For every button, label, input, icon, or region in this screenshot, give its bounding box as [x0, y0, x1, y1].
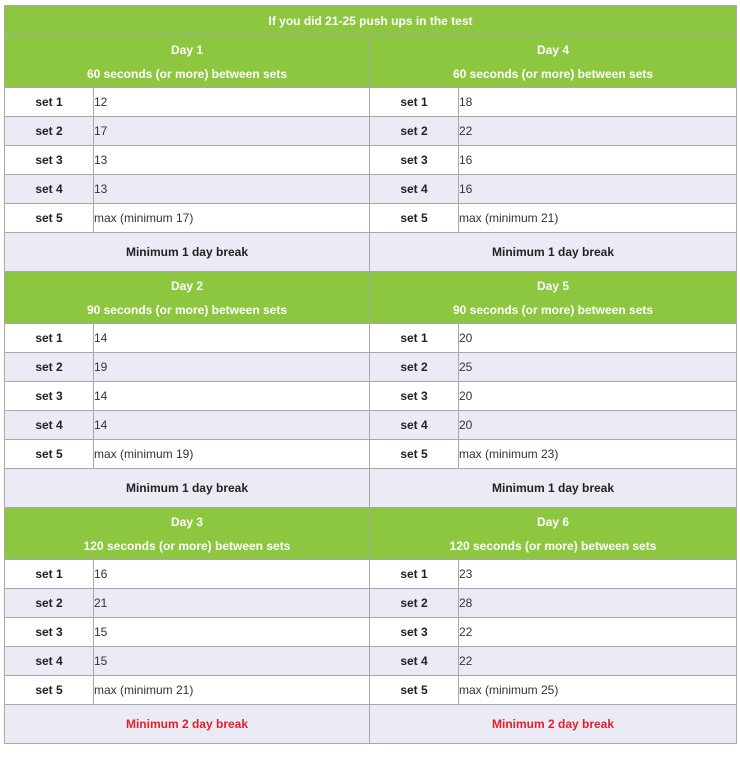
set-label: set 2: [370, 353, 459, 382]
set-label: set 3: [370, 146, 459, 175]
day-header-row: [5, 272, 737, 324]
break-row: [5, 469, 737, 508]
set-reps: 17: [94, 117, 370, 146]
set-row: [5, 618, 737, 647]
rest-time: 60 seconds (or more) between sets: [86, 66, 288, 81]
set-label: set 4: [370, 411, 459, 440]
set-reps: 20: [459, 324, 737, 353]
break-row: [5, 233, 737, 272]
set-label: set 3: [5, 382, 94, 411]
day-title: Day 3: [170, 514, 204, 529]
set-reps: max (minimum 21): [459, 204, 737, 233]
set-row: [5, 676, 737, 705]
title-row: [5, 6, 737, 36]
set-row: [5, 117, 737, 146]
set-reps: 16: [459, 146, 737, 175]
break-note-highlight: Minimum 2 day break: [5, 705, 370, 744]
set-label: set 4: [5, 411, 94, 440]
set-reps: 14: [94, 411, 370, 440]
day-header-row: [5, 508, 737, 560]
day-header-left: [5, 272, 370, 324]
set-label: set 2: [370, 117, 459, 146]
day-title: Day 6: [537, 514, 570, 529]
set-label: set 2: [5, 117, 94, 146]
day-title: Day 1: [170, 42, 204, 57]
set-label: set 2: [370, 589, 459, 618]
set-reps: max (minimum 17): [94, 204, 370, 233]
day-title: Day 5: [537, 278, 570, 293]
set-row: [5, 175, 737, 204]
set-row: [5, 382, 737, 411]
set-label: set 3: [5, 618, 94, 647]
day-header-right: [370, 36, 737, 88]
set-reps: 13: [94, 146, 370, 175]
set-reps: 21: [94, 589, 370, 618]
set-reps: 14: [94, 382, 370, 411]
set-row: [5, 440, 737, 469]
set-label: set 1: [370, 560, 459, 589]
rest-time: 60 seconds (or more) between sets: [452, 66, 654, 81]
set-label: set 5: [370, 676, 459, 705]
set-reps: max (minimum 23): [459, 440, 737, 469]
day-title: Day 4: [537, 42, 570, 57]
set-label: set 1: [370, 88, 459, 117]
day-title: Day 2: [170, 278, 204, 293]
set-label: set 2: [5, 353, 94, 382]
set-label: set 5: [370, 440, 459, 469]
set-label: set 1: [5, 324, 94, 353]
set-reps: 22: [459, 618, 737, 647]
set-label: set 5: [5, 676, 94, 705]
set-row: [5, 353, 737, 382]
set-row: [5, 146, 737, 175]
rest-time: 120 seconds (or more) between sets: [83, 538, 291, 553]
day-header-left: [5, 508, 370, 560]
set-row: [5, 411, 737, 440]
set-label: set 4: [370, 175, 459, 204]
break-note: Minimum 1 day break: [5, 233, 370, 272]
break-note: Minimum 1 day break: [370, 469, 737, 508]
set-reps: 13: [94, 175, 370, 204]
set-label: set 4: [5, 647, 94, 676]
set-reps: 16: [94, 560, 370, 589]
set-reps: max (minimum 25): [459, 676, 737, 705]
set-reps: 18: [459, 88, 737, 117]
set-label: set 1: [370, 324, 459, 353]
break-note-highlight: Minimum 2 day break: [370, 705, 737, 744]
day-header-row: [5, 36, 737, 88]
set-label: set 5: [370, 204, 459, 233]
set-reps: 15: [94, 647, 370, 676]
set-row: [5, 324, 737, 353]
pushup-plan-table: [4, 5, 737, 744]
set-reps: 15: [94, 618, 370, 647]
break-row: [5, 705, 737, 744]
set-label: set 4: [370, 647, 459, 676]
set-reps: 25: [459, 353, 737, 382]
set-label: set 3: [370, 618, 459, 647]
day-header-right: [370, 272, 737, 324]
set-label: set 3: [370, 382, 459, 411]
rest-time: 90 seconds (or more) between sets: [86, 302, 288, 317]
set-reps: 20: [459, 411, 737, 440]
set-row: [5, 88, 737, 117]
set-label: set 1: [5, 88, 94, 117]
break-note: Minimum 1 day break: [370, 233, 737, 272]
set-reps: 28: [459, 589, 737, 618]
set-label: set 1: [5, 560, 94, 589]
set-reps: max (minimum 19): [94, 440, 370, 469]
set-reps: 14: [94, 324, 370, 353]
set-label: set 2: [5, 589, 94, 618]
set-label: set 3: [5, 146, 94, 175]
set-reps: 12: [94, 88, 370, 117]
break-note: Minimum 1 day break: [5, 469, 370, 508]
set-reps: 16: [459, 175, 737, 204]
set-label: set 4: [5, 175, 94, 204]
set-label: set 5: [5, 440, 94, 469]
set-reps: 22: [459, 117, 737, 146]
day-header-right: [370, 508, 737, 560]
set-row: [5, 647, 737, 676]
set-reps: max (minimum 21): [94, 676, 370, 705]
rest-time: 90 seconds (or more) between sets: [452, 302, 654, 317]
set-label: set 5: [5, 204, 94, 233]
set-reps: 22: [459, 647, 737, 676]
rest-time: 120 seconds (or more) between sets: [449, 538, 657, 553]
table-title: If you did 21-25 push ups in the test: [5, 6, 737, 36]
set-row: [5, 560, 737, 589]
set-row: [5, 589, 737, 618]
set-reps: 23: [459, 560, 737, 589]
set-reps: 19: [94, 353, 370, 382]
set-reps: 20: [459, 382, 737, 411]
day-header-left: [5, 36, 370, 88]
set-row: [5, 204, 737, 233]
